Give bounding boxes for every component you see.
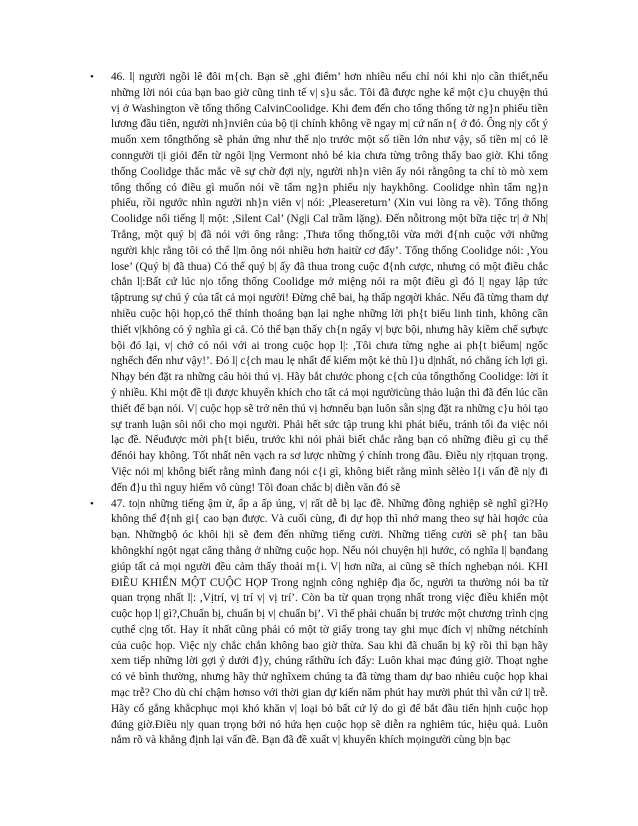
list-item xyxy=(88,70,548,497)
bullet-marker: • xyxy=(90,497,94,510)
paragraph-text: 46. l| người ngồi lê đôi m{ch. Bạn sẽ ,ghi điểm’ hơn nhiều nếu chỉ nói khi n|o cần thiết,nếu những lời nói của bạn bao giờ cũng tinh tế v| s}u sắc. Tôi đã được nghe kể một c}u chuyện thú vị ở Washington về tổng thống CalvinCoolidge. Khi đem đến cho tổng thống tờ ng}n phiếu tiền lương đầu tiên, người nh}nviên của bộ t|i chính không về ngay m| cứ nấn n{ ở đó. Ông n|y cốt ý muốn xem tổngthống sẽ phản ứng như thế n|o trước một số tiền lớn như vậy, số tiền m| có lẽ conngười t|i giỏi đến từ ngôi l|ng Vermont nhỏ bé kia chưa từng trông thấy bao giờ. Khi tổng thống Coolidge thắc mắc về sự chờ đợi n|y, người nh}n viên ấy nói rằngông ta chỉ tò mò xem tổng thống có điều gì muốn nói về tấm ng}n phiếu n|y haykhông. Coolidge nhìn tấm ng}n phiếu, rồi ngước nhìn người nh}n viên v| nói: ,Pleasereturn’ (Xin vui lòng ra về). Tổng thống Coolidge nổi tiếng l| một: ,Silent Cal’ (Ng|i Cal trầm lặng). Đến nỗitrong một bữa tiệc tr| ở Nh| Trắng, một quý b| đã nói với ông rằng: ,Thưa tổng thống,tôi vừa mới đ{nh cuộc với những người kh|c rằng tôi có thể l|m ông nói nhiều hơn haitừ cơ đấy’. Tổng thống Coolidge nói: ,You lose’ (Quý b| đã thua) Có thể quý b| ấy đã thua trong cuộc đ{nh cược, nhưng có một điều chắc chắn l|:Bất cứ lúc n|o tổng thống Coolidge mở miệng nói ra một điều gì đó l| ngay lập tức tậptrung sự chú ý của tất cả mọi người! Đừng chê bai, hạ thấp ngƣời khác. Nếu đã từng tham dự nhiều cuộc hội họp,có thể thỉnh thoảng bạn lại nghe những lời ph{t biểu linh tinh, không cần thiết v|không có ý nghĩa gì cả. Có thể bạn thấy ch{n ngấy v| bực bội, nhưng hãy kiềm chế sựbực bội đó lại, v| chớ có nói với ai trong cuộc họp l|: ,Tôi chưa từng nghe ai ph{t biểum| ngốc nghếch đến như vậy!’. Đó l| c{ch mau lẹ nhất để kiếm một kẻ thù l}u d|nhất, nó chẳng ích lợi gì. Nhạy bén đặt ra những câu hỏi thú vị. Hãy bắt chước phong c{ch của tổngthống Coolidge: lời ít ý nhiều. Khi một đề t|i được khuyến khích cho tất cả mọi ngườicùng thảo luận thì đã đến lúc cần thiết để bạn nói. V| cuộc họp sẽ trở nên thú vị hơnnếu bạn luôn sẵn s|ng đặt ra những c}u hỏi tạo sự tranh luận sôi nổi cho mọi người. Phải hết sức tập trung khi phát biểu, tránh tối đa việc nói lạc đề. Nếuđược mời ph{t biểu, trước khi nói phải biết chắc rằng bạn có những điều gì cụ thể đểnói hay không. Tốt nhất nên vạch ra sơ lược những ý chính trong đầu. Điều n|y r|tquan trọng. Việc nói m| không biết rằng mình đang nói c{i gì, không biết rằng mình sẽlèo l{i vấn đề n|y đi đến đ}u thì nguy hiểm vô cùng! Tôi đoan chắc b| diễn văn đó sẽ xyxy=(111,71,548,494)
bullet-marker: • xyxy=(90,71,94,83)
paragraph-text: 47. to|n những tiếng ậm ừ, ấp a ấp úng, v| rất dễ bị lạc đề. Những đồng nghiệp sẽ nghĩ gì?Họ không thể đ{nh gi{ cao bạn được. Và cuối cùng, đi dự họp thì nhớ mang theo sự hài hƣớc của bạn. Nhữngbộ óc khôi h|i sẽ đem đến những tiếng cười. Những tiếng cười sẽ ph{ tan bầu khôngkhí ngột ngạt căng thẳng ở những cuộc họp. Nếu nói chuyện h|i hước, có nghĩa l| bạnđang giúp tất cả mọi người đều cảm thấy thoải m{i. V| hơn nữa, ai cũng sẽ thích nghebạn nói. KHI ĐIỀU KHIỂN MỘT CUỘC HỌP Trong ng|nh công nghiệp địa ốc, người ta thường nói ba từ quan trọng nhất l|: ,Vịtrí, vị trí v| vị trí’. Còn ba từ quan trọng nhất trong việc điều khiển một cuộc họp l| gì?,Chuẩn bị, chuẩn bị v| chuẩn bị’. Vì thế phải chuẩn bị trước một chương trình c|ng cụthể c|ng tốt. Hay ít nhất cũng phải có một tờ giấy trong tay ghi mục đích v| những nétchính của cuộc họp. Việc n|y chắc chắn không bao giờ thừa. Sau khi đã chuẩn bị kỹ rồi thì bạn hãy xem tiếp những lời gợi ý dưới đ}y, chúng rấthữu ích đấy: Luôn khai mạc đúng giờ. Thoạt nghe có vẻ bình thường, nhưng hãy thử nghĩxem chúng ta đã từng tham dự bao nhiêu cuộc họp khai mạc trễ? Cho dù chỉ chậm hơnso với thời gian dự kiến năm phút hay mười phút thì vẫn cứ l| trễ. Hãy cố gắng khắcphục mọi khó khăn v| loại bỏ bất cứ lý do gì để bắt đầu tiến h|nh cuộc họp đúng giờ.Điều n|y quan trọng bởi nó hứa hẹn cuộc họp sẽ diễn ra nghiêm túc, hiệu quả. Luôn nắm rõ và khẳng định lại vấn đề. Bạn đã đề xuất v| khuyến khích mọingười cùng b|n bạc xyxy=(111,497,548,747)
list-item xyxy=(88,497,548,750)
document-body xyxy=(88,70,548,749)
